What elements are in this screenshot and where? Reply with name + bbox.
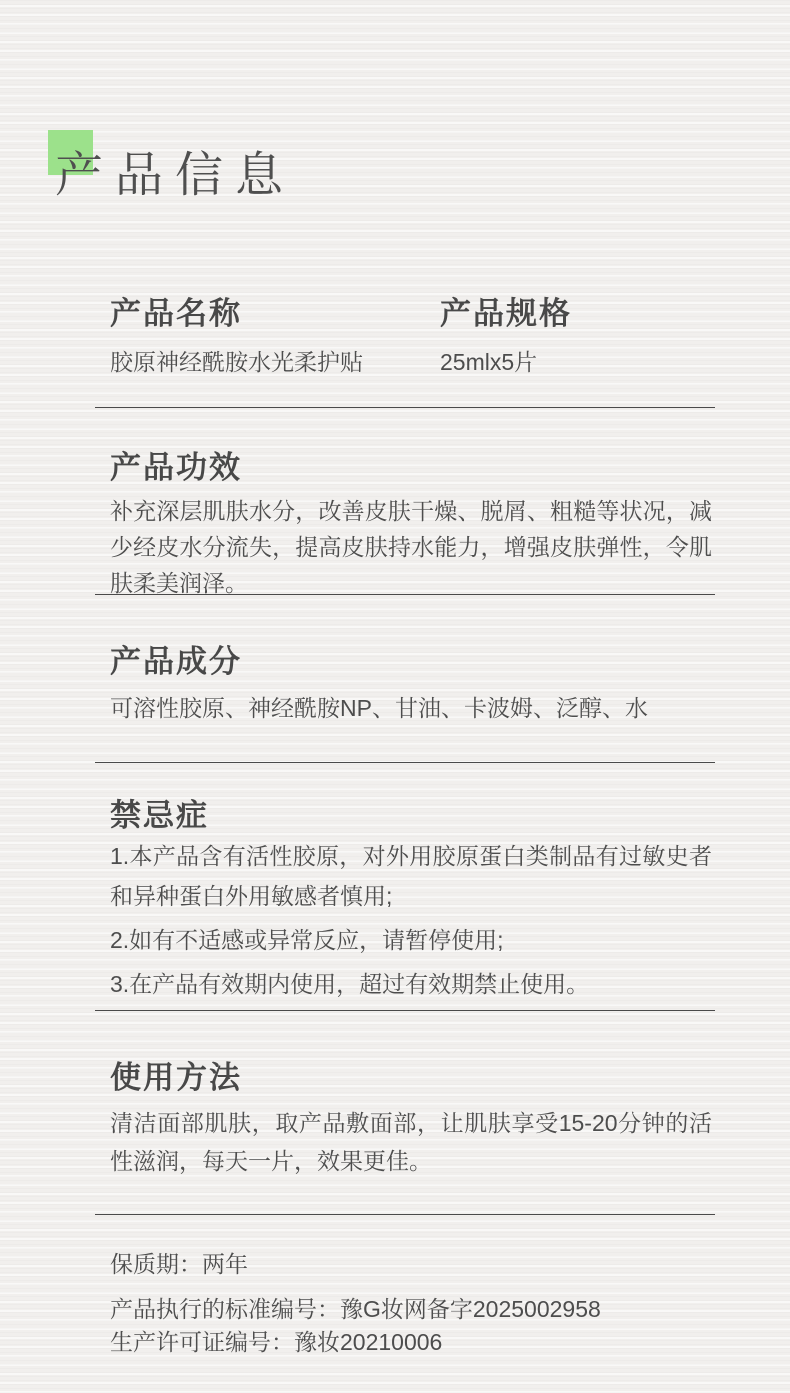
efficacy-body: 补充深层肌肤水分，改善皮肤干燥、脱屑、粗糙等状况，减少经皮水分流失，提高皮肤持水能力，增强皮肤弹性，令肌肤柔美润泽。 <box>110 498 712 596</box>
divider <box>95 594 715 595</box>
product-spec-label: 产品规格 <box>440 296 572 331</box>
efficacy-title: 产品功效 <box>110 450 242 485</box>
contraindication-item: 2.如有不适感或异常反应，请暂停使用; <box>110 927 504 953</box>
usage-title: 使用方法 <box>110 1060 242 1095</box>
contraindications-list <box>110 836 712 1008</box>
product-name-value: 胶原神经酰胺水光柔护贴 <box>110 349 363 375</box>
license-number: 生产许可证编号：豫妆20210006 <box>110 1329 443 1355</box>
divider <box>95 1010 715 1011</box>
product-spec-value: 25mlx5片 <box>440 349 538 375</box>
divider <box>95 407 715 408</box>
usage-body: 清洁面部肌肤，取产品敷面部，让肌肤享受15-20分钟的活性滋润，每天一片，效果更佳。 <box>110 1110 712 1174</box>
ingredients-title: 产品成分 <box>110 644 242 679</box>
product-name-label: 产品名称 <box>110 296 242 331</box>
page-title: 产品信息 <box>55 149 296 202</box>
divider <box>95 762 715 763</box>
ingredients-body: 可溶性胶原、神经酰胺NP、甘油、卡波姆、泛醇、水 <box>110 695 648 721</box>
contraindication-item: 1.本产品含有活性胶原，对外用胶原蛋白类制品有过敏史者和异种蛋白外用敏感者慎用; <box>110 843 712 909</box>
contraindication-item: 3.在产品有效期内使用，超过有效期禁止使用。 <box>110 971 590 997</box>
divider <box>95 1214 715 1215</box>
registration-block <box>110 1293 601 1359</box>
contraindications-title: 禁忌症 <box>110 798 209 833</box>
standard-number: 产品执行的标准编号：豫G妆网备字2025002958 <box>110 1296 601 1322</box>
shelf-life: 保质期：两年 <box>110 1251 248 1277</box>
